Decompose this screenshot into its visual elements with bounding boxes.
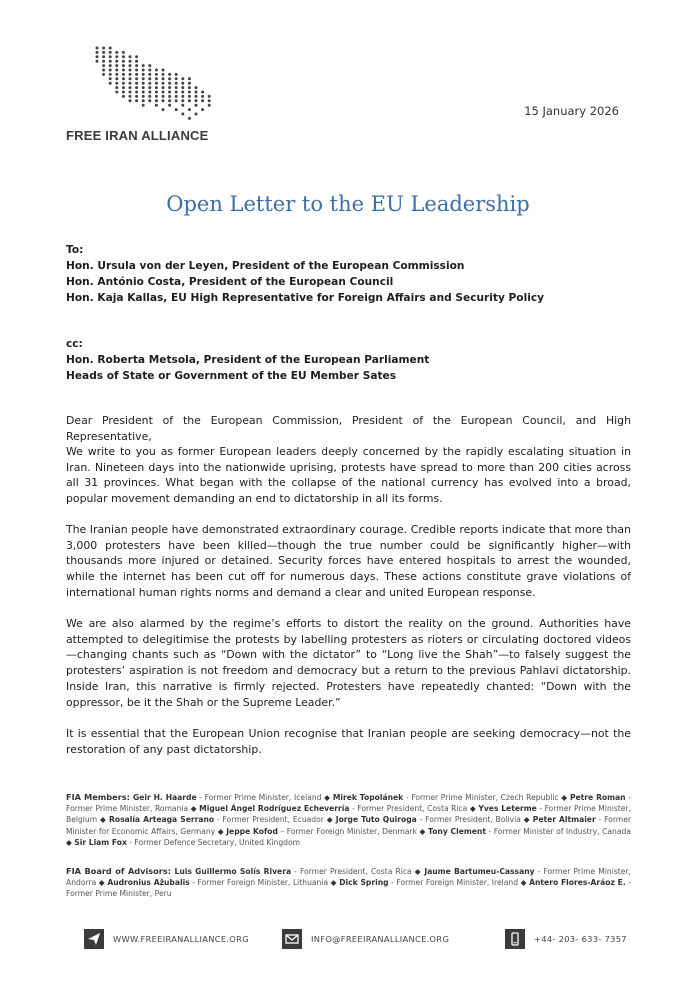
list-item <box>109 815 324 824</box>
person-name: Dick Spring <box>339 878 389 888</box>
logo-dot <box>109 51 112 54</box>
logo-dot <box>148 69 151 72</box>
logo-dot <box>122 91 125 94</box>
person-name: Tony Clement <box>428 826 486 836</box>
email-link[interactable]: INFO@FREEIRANALLIANCE.ORG <box>311 934 450 944</box>
logo-dot <box>195 91 198 94</box>
fia-advisors <box>66 866 631 900</box>
logo-dot <box>148 95 151 98</box>
logo-dot <box>162 77 165 80</box>
logo-dot <box>96 55 99 58</box>
logo-dot <box>115 82 118 85</box>
logo-dot <box>162 82 165 85</box>
separator-glyph: ◆ <box>323 815 336 825</box>
separator-glyph: ◆ <box>518 878 530 888</box>
logo-dot <box>109 64 112 67</box>
separator-glyph: ◆ <box>411 867 425 876</box>
list-item <box>428 827 631 836</box>
logo-dot <box>181 113 184 116</box>
logo-dot <box>188 82 191 85</box>
to-line: Hon. Ursula von der Leyen, President of the European Commission <box>66 260 465 272</box>
logo-dot <box>168 95 171 98</box>
logo-dot <box>188 91 191 94</box>
logo-dot <box>188 117 191 120</box>
logo-dot <box>168 82 171 85</box>
logo-dot <box>135 82 138 85</box>
list-item <box>107 878 328 887</box>
logo-dot <box>109 69 112 72</box>
logo-dot <box>142 86 145 89</box>
logo-dot <box>122 86 125 89</box>
logo-dot <box>135 91 138 94</box>
logo-dot <box>155 73 158 76</box>
to-block <box>66 242 544 306</box>
logo-dot <box>109 77 112 80</box>
logo-dot <box>129 73 132 76</box>
logo-dot <box>148 86 151 89</box>
logo-dot <box>122 55 125 58</box>
logo-dot <box>162 99 165 102</box>
separator-glyph: ◆ <box>467 804 479 814</box>
logo-dot <box>115 73 118 76</box>
logo-dot <box>155 82 158 85</box>
logo-dot <box>135 69 138 72</box>
logo-dot <box>135 95 138 98</box>
to-line: Hon. António Costa, President of the European Council <box>66 276 394 288</box>
person-name: Miguel Ángel Rodríguez Echeverría <box>199 804 350 814</box>
logo-dot <box>96 60 99 63</box>
paragraph-text: We write to you as former European leaders deeply concerned by the rapidly escalating situation in Iran. Nineteen days into the nationwide uprising, protests have spread to more than 200 cities across all 31 provinces. What began with the collapse of the national currency has evolved into a broad, popular movement demanding an end to dictatorship in all its forms. <box>66 445 631 506</box>
logo-dot <box>109 60 112 63</box>
logo-dot <box>115 86 118 89</box>
logo-dot <box>155 95 158 98</box>
logo-dot <box>122 69 125 72</box>
paragraph-text: The Iranian people have demonstrated extraordinary courage. Credible reports indicate that more than 3,000 protesters have been killed—though the true number could be significantly higher—with thousands more injured or detained. Security forces have entered hospitals to arrest the wounded, while the internet has been cut off for numerous days. These actions constitute grave violations of international human rights norms and demand a clear and united European response. <box>66 523 631 599</box>
logo-dot <box>208 95 211 98</box>
list-item <box>74 838 300 847</box>
logo-dot <box>129 82 132 85</box>
logo-dot <box>102 60 105 63</box>
list-item <box>199 804 467 813</box>
separator-glyph: ◆ <box>215 826 227 836</box>
separator-glyph: ◆ <box>66 837 75 847</box>
email-contact[interactable] <box>282 928 449 950</box>
logo-dot <box>129 77 132 80</box>
logo-dot <box>195 104 198 107</box>
logo-dot <box>181 95 184 98</box>
logo-dot <box>129 86 132 89</box>
logo-dot <box>175 95 178 98</box>
person-role: – Former Foreign Minister, Denmark <box>277 826 418 836</box>
org-name: FREE IRAN ALLIANCE <box>66 128 209 143</box>
person-role: - Former Prime Minister, Czech Republic <box>403 793 559 802</box>
to-label: To: <box>66 244 84 256</box>
logo-dot <box>102 51 105 54</box>
logo-dot <box>155 77 158 80</box>
logo-dot <box>208 104 211 107</box>
logo-dot <box>201 95 204 98</box>
fia-members <box>66 792 631 848</box>
logo-dot <box>181 77 184 80</box>
org-logo <box>66 45 236 145</box>
logo-dot <box>162 86 165 89</box>
person-role: - Former Prime Minister, Andorra <box>66 867 631 888</box>
list-item <box>226 827 417 836</box>
separator-glyph: ◆ <box>417 826 429 836</box>
person-name: Geir H. Haarde <box>132 793 197 802</box>
person-name: Sir Liam Fox <box>74 837 127 847</box>
logo-dot <box>142 104 145 107</box>
person-name: Yves Leterme <box>478 804 537 814</box>
person-role: - Former President, Costa Rica <box>291 867 412 876</box>
logo-dot <box>188 86 191 89</box>
logo-dot <box>162 73 165 76</box>
person-role: - Former President, Costa Rica <box>349 804 468 814</box>
letter-title: Open Letter to the EU Leadership <box>166 192 530 216</box>
logo-dot <box>175 86 178 89</box>
phone-number: +44- 203- 633- 7357 <box>534 934 627 944</box>
logo-dot <box>155 91 158 94</box>
logo-dot <box>96 51 99 54</box>
logo-dot <box>168 104 171 107</box>
logo-dot <box>122 77 125 80</box>
logo-dot <box>115 64 118 67</box>
person-role: - Former President, Bolivia <box>416 815 521 825</box>
list-item <box>336 815 521 824</box>
logo-dot <box>142 77 145 80</box>
logo-dot <box>188 99 191 102</box>
logo-dot <box>109 82 112 85</box>
logo-dot <box>96 47 99 50</box>
person-name: Audronius Ažubalis <box>107 878 190 888</box>
person-name: Peter Altmaier <box>532 815 596 825</box>
cc-line: Hon. Roberta Metsola, President of the European Parliament <box>66 354 430 366</box>
logo-dot <box>195 99 198 102</box>
send-icon <box>84 929 104 949</box>
person-role: - Former President, Ecuador <box>214 815 324 825</box>
logo-dot <box>102 55 105 58</box>
logo-dot <box>162 69 165 72</box>
logo-dot <box>142 82 145 85</box>
logo-dot <box>168 91 171 94</box>
separator-glyph: ◆ <box>188 804 200 814</box>
logo-dot <box>115 69 118 72</box>
mail-icon <box>282 929 302 949</box>
logo-dot <box>162 95 165 98</box>
logo-dot <box>201 108 204 111</box>
person-name: Ántero Flores-Aráoz E. <box>529 878 626 888</box>
paragraph-text: It is essential that the European Union recognise that Iranian people are seeking democracy—not the restoration of any past dictatorship. <box>66 727 631 756</box>
logo-dot <box>115 51 118 54</box>
separator-glyph: ◆ <box>558 793 570 802</box>
logo-dot <box>122 95 125 98</box>
logo-dot <box>175 73 178 76</box>
logo-dot <box>135 99 138 102</box>
person-name: Jorge Tuto Quiroga <box>335 815 417 825</box>
logo-dot <box>109 47 112 50</box>
list-item <box>133 793 322 802</box>
logo-dot <box>135 86 138 89</box>
logo-dot <box>129 99 132 102</box>
logo-dot <box>168 86 171 89</box>
website-contact[interactable] <box>84 928 249 950</box>
person-role: - Former Foreign Minister, Ireland <box>388 878 519 888</box>
logo-dot <box>148 99 151 102</box>
logo-dot <box>181 99 184 102</box>
logo-dot <box>135 64 138 67</box>
logo-dot <box>115 77 118 80</box>
logo-dot <box>181 82 184 85</box>
logo-dot <box>181 91 184 94</box>
logo-dot <box>175 99 178 102</box>
logo-dot <box>175 91 178 94</box>
logo-dot <box>122 51 125 54</box>
logo-dot <box>109 55 112 58</box>
person-name: Mirek Topolánek <box>332 793 404 802</box>
paragraph-3 <box>66 616 631 710</box>
logo-dot <box>102 73 105 76</box>
logo-dot <box>195 113 198 116</box>
salutation <box>66 413 631 444</box>
logo-dot <box>175 108 178 111</box>
logo-dot <box>129 64 132 67</box>
logo-dot <box>148 82 151 85</box>
person-role: - Former Defence Secretary, United Kingdom <box>126 837 301 847</box>
logo-dot <box>102 47 105 50</box>
separator-glyph: ◆ <box>97 815 110 825</box>
logo-dot <box>122 73 125 76</box>
logo-dot <box>188 77 191 80</box>
logo-dot <box>195 86 198 89</box>
list-label: FIA Members: <box>66 792 133 802</box>
paragraph-2 <box>66 522 631 601</box>
logo-dot <box>148 91 151 94</box>
person-role: - Former Foreign Minister, Lithuania <box>189 878 329 888</box>
logo-dot <box>188 108 191 111</box>
logo-dot <box>155 104 158 107</box>
logo-dot <box>102 69 105 72</box>
person-name: Jeppe Kofod <box>226 826 278 836</box>
logo-dot <box>135 73 138 76</box>
logo-dot <box>135 77 138 80</box>
logo-dot <box>162 108 165 111</box>
logo-dot <box>142 91 145 94</box>
person-name: Petre Roman <box>569 793 626 802</box>
logo-dot <box>201 99 204 102</box>
logo-dot <box>142 95 145 98</box>
logo-dot <box>195 95 198 98</box>
logo-dot <box>142 69 145 72</box>
list-item <box>339 878 518 887</box>
person-role: - Former Prime Minister, Romania <box>66 793 631 814</box>
logo-dot <box>122 60 125 63</box>
logo-dot <box>135 60 138 63</box>
cc-line: Heads of State or Government of the EU Member Sates <box>66 370 397 382</box>
list-item <box>175 867 412 876</box>
logo-dot <box>188 95 191 98</box>
logo-dot <box>162 91 165 94</box>
logo-dot <box>148 77 151 80</box>
logo-dot <box>115 55 118 58</box>
person-role: - Former Minister for Economic Affairs, Germany <box>66 815 631 836</box>
phone-icon <box>505 929 525 949</box>
logo-dot <box>129 95 132 98</box>
person-name: Jaume Bartumeu-Cassany <box>424 867 535 876</box>
logo-dot <box>122 64 125 67</box>
logo-dot <box>168 77 171 80</box>
logo-dot <box>208 99 211 102</box>
paragraph-text: We are also alarmed by the regime’s efforts to distort the reality on the ground. Authorities have attempted to delegitimise the protests by labelling protesters as rioters or circulating doctored videos—changing chants such as “Down with the dictator” to “Long live the Shah”—to falsely suggest the protesters’ aspiration is not freedom and democracy but a return to the previous Pahlavi dictatorship. Inside Iran, this narrative is firmly rejected. Protesters have repeatedly chanted: “Down with the oppressor, be it the Shah or the Supreme Leader.” <box>66 617 631 709</box>
logo-dot <box>142 73 145 76</box>
logo-dot <box>142 64 145 67</box>
person-name: Rosalía Arteaga Serrano <box>109 815 215 825</box>
logo-dot <box>129 69 132 72</box>
website-link[interactable]: WWW.FREEIRANALLIANCE.ORG <box>113 934 249 944</box>
logo-dot <box>135 55 138 58</box>
person-role: - Former Prime Minister, Peru <box>66 878 632 899</box>
logo-dot <box>181 104 184 107</box>
logo-dot <box>102 64 105 67</box>
cc-block <box>66 336 429 384</box>
paragraph-1 <box>66 444 631 507</box>
person-role: - Former Prime Minister, Iceland <box>196 793 322 802</box>
map-dots-logo-icon <box>94 45 214 125</box>
phone-contact <box>505 928 627 950</box>
logo-dot <box>155 69 158 72</box>
person-role: - Former Prime Minister, Belgium <box>66 804 632 825</box>
logo-dot <box>175 77 178 80</box>
list-label: FIA Board of Advisors: <box>66 866 175 876</box>
logo-dot <box>201 91 204 94</box>
logo-dot <box>175 82 178 85</box>
separator-glyph: ◆ <box>321 793 333 802</box>
logo-dot <box>148 73 151 76</box>
person-role: - Former Minister of Industry, Canada <box>485 826 631 836</box>
separator-glyph: ◆ <box>520 815 533 825</box>
logo-dot <box>122 82 125 85</box>
separator-glyph: ◆ <box>96 878 108 888</box>
logo-dot <box>148 64 151 67</box>
to-line: Hon. Kaja Kallas, EU High Representative for Foreign Affairs and Security Policy <box>66 292 545 304</box>
logo-dot <box>129 55 132 58</box>
letter-date: 15 January 2026 <box>524 104 619 118</box>
paragraph-4 <box>66 726 631 757</box>
logo-dot <box>168 73 171 76</box>
logo-dot <box>129 60 132 63</box>
logo-dot <box>115 60 118 63</box>
logo-dot <box>115 91 118 94</box>
list-item <box>333 793 559 802</box>
logo-dot <box>129 91 132 94</box>
logo-dot <box>155 86 158 89</box>
logo-dot <box>168 99 171 102</box>
logo-dot <box>109 73 112 76</box>
person-name: Luis Guillermo Solís Rivera <box>174 867 292 876</box>
separator-glyph: ◆ <box>328 878 340 888</box>
salutation-text: Dear President of the European Commission, President of the European Council, and High Representative, <box>66 414 631 443</box>
cc-label: cc: <box>66 338 83 350</box>
logo-dot <box>181 86 184 89</box>
logo-dot <box>142 99 145 102</box>
logo-dot <box>155 99 158 102</box>
